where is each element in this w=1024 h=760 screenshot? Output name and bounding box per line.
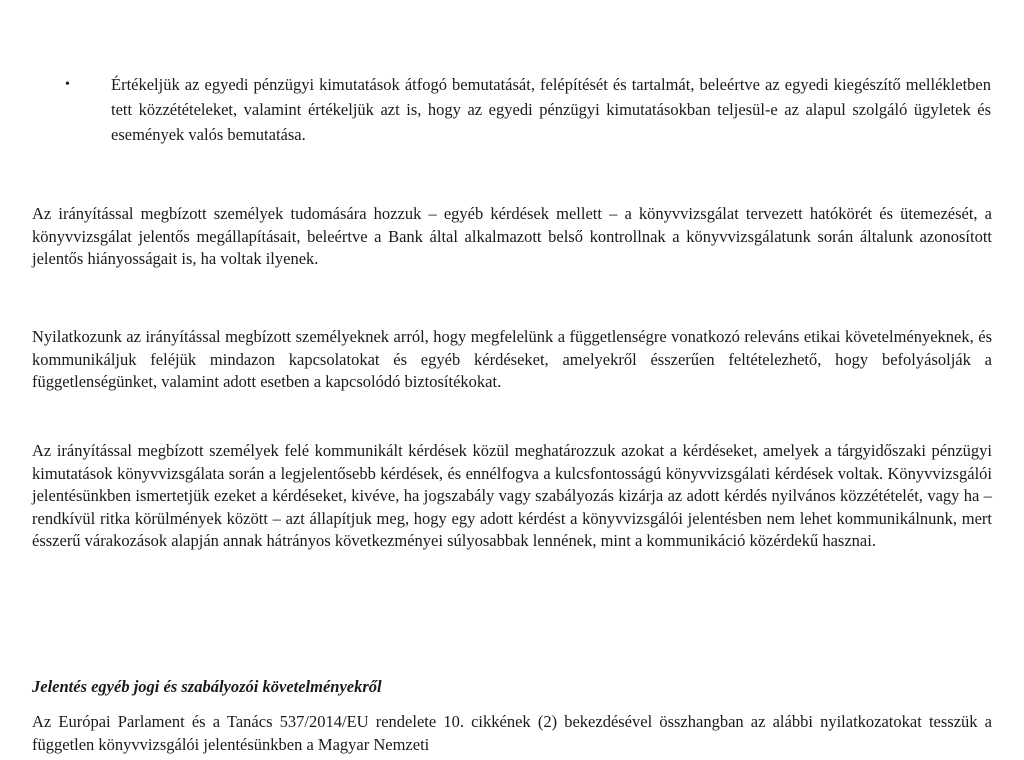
bullet-marker: • (65, 77, 70, 92)
paragraph-key-audit-matters: Az irányítással megbízott személyek felé kommunikált kérdések közül meghatározzuk azokat a kérdéseket, amelyek a tárgyidőszaki pénzügyi kimutatások könyvvizsgálata során a legjelentősebb kérdések, és ennélfogva a kulcsfontosságú könyvvizsgálati kérdések voltak. Könyvvizsgálói jelentésünkben ismertetjük ezeket a kérdéseket, kivéve, ha jogszabály vagy szabályozás kizárja az adott kérdés nyilvános közzétételét, vagy ha – rendkívül ritka körülmények között – azt állapítjuk meg, hogy egy adott kérdést a könyvvizsgálói jelentésben nem lehet kommunikálnunk, mert ésszerű várakozások alapján annak hátrányos következményei súlyosabbak lennének, mint a kommunikáció közérdekű hasznai. (32, 441, 992, 550)
section-heading: Jelentés egyéb jogi és szabályozói követelményekről (32, 677, 382, 696)
paragraph-independence-statement: Nyilatkozunk az irányítással megbízott személyeknek arról, hogy megfelelünk a függetlenségre vonatkozó releváns etikai követelményeknek, és kommunikáljuk feléjük mindazon kapcsolatokat és egyéb kérdéseket, amelyekről ésszerűen feltételezhető, hogy befolyásolják a függetlenségünket, valamint adott esetben a kapcsolódó biztosítékokat. (32, 327, 992, 391)
bullet-item-text: Értékeljük az egyedi pénzügyi kimutatások átfogó bemutatását, felépítését és tartalmát, beleértve az egyedi kiegészítő mellékletben tett közzétételeket, valamint értékeljük azt is, hogy az egyedi pénzügyi kimutatásokban teljesül-e az alapul szolgáló ügyletek és események valós bemutatása. (111, 75, 991, 144)
bullet-list-item (60, 72, 992, 147)
paragraph-key-findings-communication: Az irányítással megbízott személyek tudomására hozzuk – egyéb kérdések mellett – a könyvvizsgálat tervezett hatókörét és ütemezését, a könyvvizsgálat jelentős megállapításait, beleértve a Bank által alkalmazott belső kontrollnak a könyvvizsgálatunk során általunk azonosított jelentős hiányosságait is, ha voltak ilyenek. (32, 204, 992, 268)
section-paragraph: Az Európai Parlament és a Tanács 537/2014/EU rendelete 10. cikkének (2) bekezdésével összhangban az alábbi nyilatkozatokat tesszük a független könyvvizsgálói jelentésünkben a Magyar Nemzeti (32, 712, 992, 754)
